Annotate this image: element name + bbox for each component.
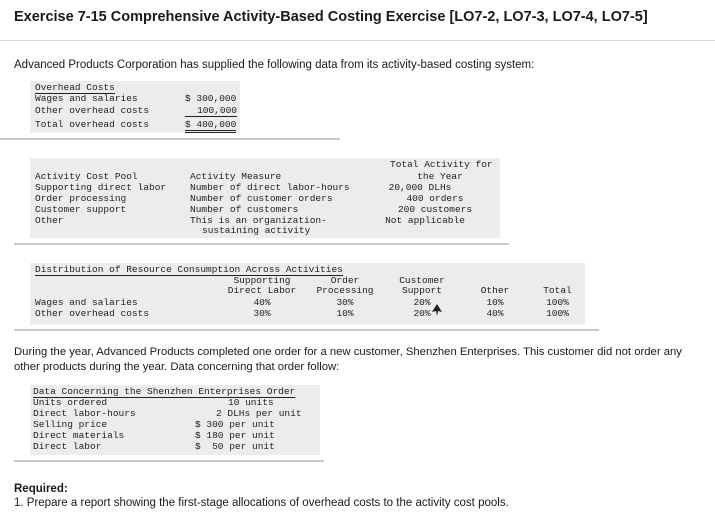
order-data-table [30,385,320,455]
order-value-labor: $ 50 per unit [195,441,275,452]
order-value-price: $ 300 per unit [195,419,275,430]
order-header: Data Concerning the Shenzhen Enterprises Order [33,386,296,397]
activity-total-header-2: the Year [417,171,463,182]
dist-row-other-label: Other overhead costs [35,308,150,319]
dist-row-other-supporting: 30% [253,308,271,319]
dist-header-other: Other [480,285,510,296]
activity-total-4: Not applicable [385,215,465,226]
dist-header-order-2: Processing [316,285,374,296]
overhead-label-other: Other overhead costs [35,105,150,116]
dist-row-wages-order: 30% [336,297,354,308]
overhead-label-wages: Wages and salaries [35,93,138,104]
dist-row-wages-other: 10% [486,297,504,308]
dist-row-other-customer: 20% [413,308,431,319]
order-label-materials: Direct materials [33,430,125,441]
activity-pool-1: Supporting direct labor [35,182,167,193]
overhead-value-other: 100,000 [185,106,237,117]
section-divider-1 [0,138,340,140]
title-divider [0,40,715,41]
section-divider-2 [14,243,509,245]
dist-row-other-order: 10% [336,308,354,319]
distribution-table [30,263,585,325]
overhead-label-total: Total overhead costs [35,119,150,130]
dist-header-supporting-1: Supporting [233,275,291,286]
order-label-labor: Direct labor [33,441,102,452]
exercise-title: Exercise 7-15 Comprehensive Activity-Based Costing Exercise [LO7-2, LO7-3, LO7-4, LO7-5] [14,9,648,25]
order-value-dlh: 2 DLHs per unit [216,408,302,419]
order-label-price: Selling price [33,419,108,430]
dist-row-wages-supporting: 40% [253,297,271,308]
order-label-dlh: Direct labor-hours [33,408,136,419]
dist-header-customer-2: Support [402,285,442,296]
dist-row-wages-customer: 20% [413,297,431,308]
order-value-materials: $ 180 per unit [195,430,275,441]
activity-pool-header: Activity Cost Pool [35,171,138,182]
activity-pool-2: Order processing [35,193,127,204]
required-heading: Required: [14,483,68,495]
activity-measure-4-line2: sustaining activity [202,225,311,236]
overhead-value-total: $ 400,000 [185,120,236,133]
activity-measure-4: This is an organization- [190,215,327,226]
intro-text: Advanced Products Corporation has supplied the following data from its activity-based costing system: [14,59,535,71]
activity-measure-1: Number of direct labor-hours [190,182,350,193]
section-divider-3 [14,329,599,331]
dist-row-wages-total: 100% [546,297,569,308]
activity-table [30,158,500,238]
dist-row-wages-label: Wages and salaries [35,297,138,308]
activity-measure-3: Number of customers [190,204,299,215]
activity-pool-4: Other [35,215,64,226]
order-value-units: 10 units [228,397,274,408]
distribution-title: Distribution of Resource Consumption Across Activities [35,264,343,275]
mouse-cursor-icon [432,304,442,316]
activity-measure-2: Number of customer orders [190,193,333,204]
dist-header-supporting-2: Direct Labor [227,285,297,296]
required-section [14,482,509,510]
activity-pool-3: Customer support [35,204,127,215]
order-paragraph: During the year, Advanced Products completed one order for a new customer, Shenzhen Enterprises. This customer did not order any other products during the year. Data concerning that order follow: [14,346,682,373]
activity-total-header-1: Total Activity for [390,159,493,170]
overhead-costs-table [30,81,240,133]
activity-total-1: 20,000 DLHs [388,182,452,193]
dist-header-order-1: Order [330,275,360,286]
activity-total-2: 400 orders [406,193,464,204]
activity-measure-header: Activity Measure [190,171,282,182]
required-item-1: 1. Prepare a report showing the first-stage allocations of overhead costs to the activity cost pools. [14,497,509,509]
overhead-value-wages: $ 300,000 [185,93,237,104]
dist-row-other-other: 40% [486,308,504,319]
dist-header-customer-1: Customer [399,275,445,286]
section-divider-4 [14,460,324,462]
activity-total-3: 200 customers [397,204,473,215]
dist-header-total: Total [543,285,572,296]
overhead-header: Overhead Costs [35,82,115,93]
dist-row-other-total: 100% [546,308,569,319]
order-label-units: Units ordered [33,397,108,408]
